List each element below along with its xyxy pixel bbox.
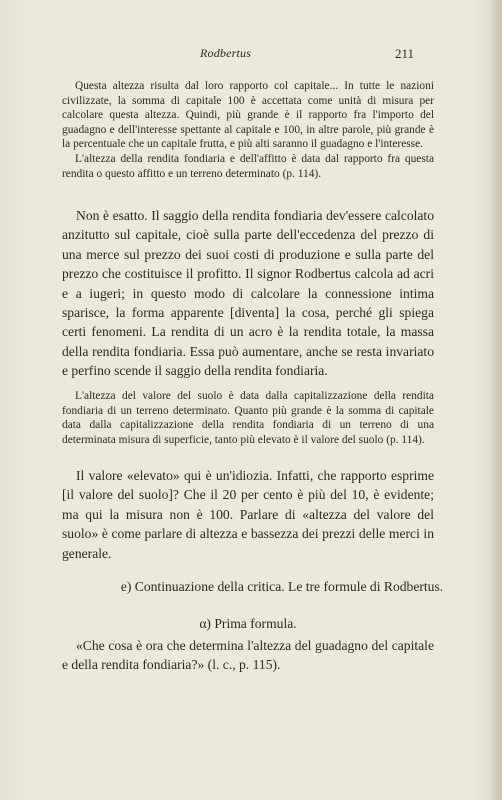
page-header bbox=[0, 46, 502, 64]
section-title: e) Continuazione della critica. Le tre formule di Rodbertus. bbox=[120, 579, 444, 594]
subsection-title: α) Prima formula. bbox=[199, 616, 297, 631]
subsection-heading-alpha bbox=[62, 616, 434, 632]
body-text: Non è esatto. Il saggio della rendita fondiaria dev'essere calcolato anzitutto sul capitale, cioè sulla parte dell'eccedenza del prezzo di una merce sul prezzo dei suoi costi di produzione e sulla parte del prezzo che costituisce il profitto. Il signor Rodbertus calcola ad acri e a iugeri; in questo modo di calcolare la connessione intima sparisce, la forma apparente [diventa] la cosa, perché gli spiega certi fenomeni. La rendita di un acro è la rendita totale, la massa della rendita fondiaria. Essa può aumentare, anche se resta invariato e perfino scende il saggio della rendita fondiaria. bbox=[62, 208, 434, 379]
quote-paragraph: L'altezza della rendita fondiaria e dell'affitto è data dal rapporto fra questa rendita o questo affitto e un terreno determinato (p. 114). bbox=[62, 152, 434, 180]
page-number: 211 bbox=[395, 46, 415, 61]
body-text: «Che cosa è ora che determina l'altezza del guadagno del capitale e della rendita fondiaria?» (l. c., p. 115). bbox=[62, 638, 434, 673]
page-gutter bbox=[492, 0, 502, 800]
quote-paragraph: L'altezza del valore del suolo è data dalla capitalizzazione della rendita fondiaria di un terreno determinato. Quanto più grande è la somma di capitale data dalla capitalizzazione della rendita fondiaria di un terreno di una determinata misura di superficie, tanto più elevato è il valore del suolo (p. 114). bbox=[62, 390, 434, 446]
block-quote-1 bbox=[62, 79, 434, 181]
body-paragraph-1 bbox=[62, 206, 434, 381]
quote-paragraph: Questa altezza risulta dal loro rapporto col capitale... In tutte le nazioni civilizzate, la somma di capitale 100 è accettata come unità di misura per calcolare questa altezza. Quindi, più grande è il rapporto fra l'importo del guadagno e dell'interesse spettante al capitale e 100, in altre parole, più grande è la percentuale che un capitale frutta, e più alti saranno il guadagno e l'interesse. bbox=[62, 80, 434, 151]
body-paragraph-2 bbox=[62, 466, 434, 563]
body-paragraph-3 bbox=[62, 636, 434, 675]
body-text: Il valore «elevato» qui è un'idiozia. Infatti, che rapporto esprime [il valore del suolo]? Che il 20 per cento è più del 10, è evidente; ma qui la misura non è 100. Parlare di «altezza del valore del suolo» è come parlare di altezza e bassezza dei prezzi delle merci in generale. bbox=[62, 468, 434, 561]
running-head: Rodbertus bbox=[200, 46, 252, 60]
block-quote-2 bbox=[62, 389, 434, 447]
section-heading-e bbox=[62, 579, 502, 595]
